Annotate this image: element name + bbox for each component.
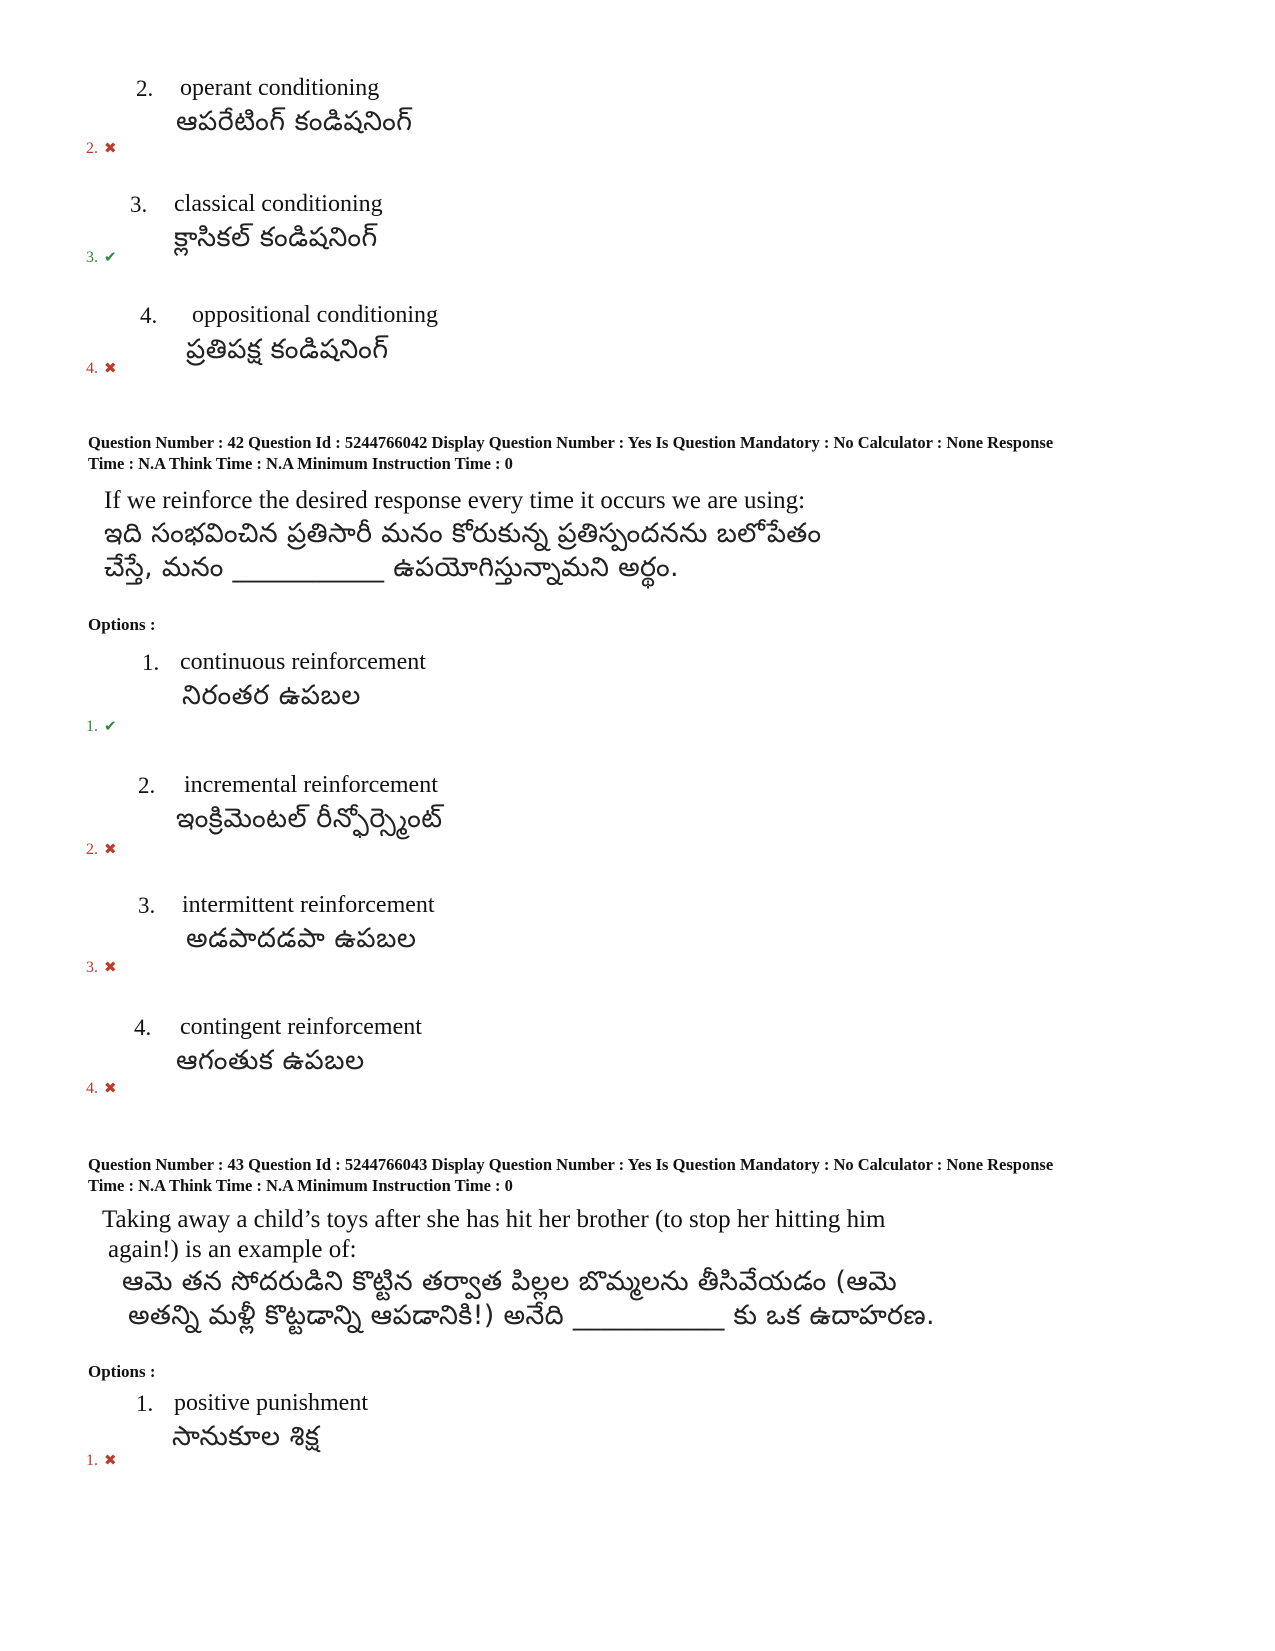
option-text-te: అడపాదడపా ఉపబల	[186, 923, 417, 954]
question-meta-line-2: Time : N.A Think Time : N.A Minimum Instruction Time : 0	[88, 454, 513, 473]
option-number: 2.	[136, 76, 154, 101]
check-icon: ✔	[104, 248, 117, 266]
option-number: 1.	[136, 1391, 154, 1416]
question-text-en: If we reinforce the desired response every time it occurs we are using:	[104, 487, 806, 514]
options-label: Options :	[88, 1362, 156, 1381]
option-text-en: operant conditioning	[180, 75, 380, 101]
answer-mark: 3. ✖	[86, 958, 117, 976]
answer-mark: 2. ✖	[86, 139, 117, 157]
options-label: Options :	[88, 615, 156, 634]
question-meta-line-1: Question Number : 42 Question Id : 5244766042 Display Question Number : Yes Is Question Mandatory : No Calculator : None Response	[88, 433, 1054, 452]
option-text-te: ప్రతిపక్ష కండిషనింగ్	[186, 334, 389, 365]
option-text-te: క్లాసికల్ కండిషనింగ్	[174, 222, 378, 253]
answer-mark: 4. ✖	[86, 1079, 117, 1097]
option-text-en: contingent reinforcement	[180, 1014, 422, 1040]
option-text-te: ఆపరేటింగ్ కండిషనింగ్	[176, 106, 413, 137]
option-text-en: continuous reinforcement	[180, 649, 426, 675]
option-number: 1.	[142, 650, 160, 675]
question-header	[88, 432, 1208, 474]
option-text-en: positive punishment	[174, 1390, 368, 1416]
option-number: 4.	[134, 1015, 152, 1040]
question-text-te-line-1: ఆమె తన సోదరుడిని కొట్టిన తర్వాత పిల్లల బొమ్మలను తీసివేయడం (ఆమె	[122, 1266, 897, 1297]
question-meta-line-2: Time : N.A Think Time : N.A Minimum Instruction Time : 0	[88, 1176, 513, 1195]
question-text-te-line-2: చేస్తే, మనం ___________ ఉపయోగిస్తున్నామని అర్థం.	[104, 552, 679, 583]
cross-icon: ✖	[104, 958, 117, 976]
cross-icon: ✖	[104, 840, 117, 858]
cross-icon: ✖	[104, 359, 117, 377]
answer-mark: 1. ✔	[86, 717, 117, 735]
question-meta-line-1: Question Number : 43 Question Id : 5244766043 Display Question Number : Yes Is Question Mandatory : No Calculator : None Response	[88, 1155, 1054, 1174]
option-text-te: ఇంక్రిమెంటల్ రీన్ఫోర్స్మెంట్	[176, 803, 443, 834]
answer-mark: 2. ✖	[86, 840, 117, 858]
option-text-en: classical conditioning	[174, 191, 383, 217]
answer-mark: 4. ✖	[86, 359, 117, 377]
option-text-en: oppositional conditioning	[192, 302, 438, 328]
cross-icon: ✖	[104, 1079, 117, 1097]
answer-mark: 3. ✔	[86, 248, 117, 266]
option-text-te: ఆగంతుక ఉపబల	[176, 1045, 365, 1076]
option-text-te: నిరంతర ఉపబల	[182, 680, 361, 711]
option-text-en: intermittent reinforcement	[182, 892, 435, 918]
check-icon: ✔	[104, 717, 117, 735]
question-text-te-line-2: అతన్ని మళ్లీ కొట్టడాన్ని ఆపడానికి!) అనేది ___________ కు ఒక ఉదాహరణ.	[128, 1300, 935, 1331]
option-number: 3.	[130, 192, 148, 217]
answer-mark: 1. ✖	[86, 1451, 117, 1469]
cross-icon: ✖	[104, 1451, 117, 1469]
question-text-en-line-1: Taking away a child’s toys after she has hit her brother (to stop her hitting him	[102, 1206, 886, 1233]
question-header	[88, 1154, 1208, 1196]
question-text-en-line-2: again!) is an example of:	[108, 1236, 357, 1263]
option-text-en: incremental reinforcement	[184, 772, 438, 798]
option-text-te: సానుకూల శిక్ష	[172, 1421, 320, 1452]
option-number: 2.	[138, 773, 156, 798]
option-number: 3.	[138, 893, 156, 918]
question-text-te-line-1: ఇది సంభవించిన ప్రతిసారీ మనం కోరుకున్న ప్రతిస్పందనను బలోపేతం	[104, 518, 822, 549]
cross-icon: ✖	[104, 139, 117, 157]
option-number: 4.	[140, 303, 158, 328]
